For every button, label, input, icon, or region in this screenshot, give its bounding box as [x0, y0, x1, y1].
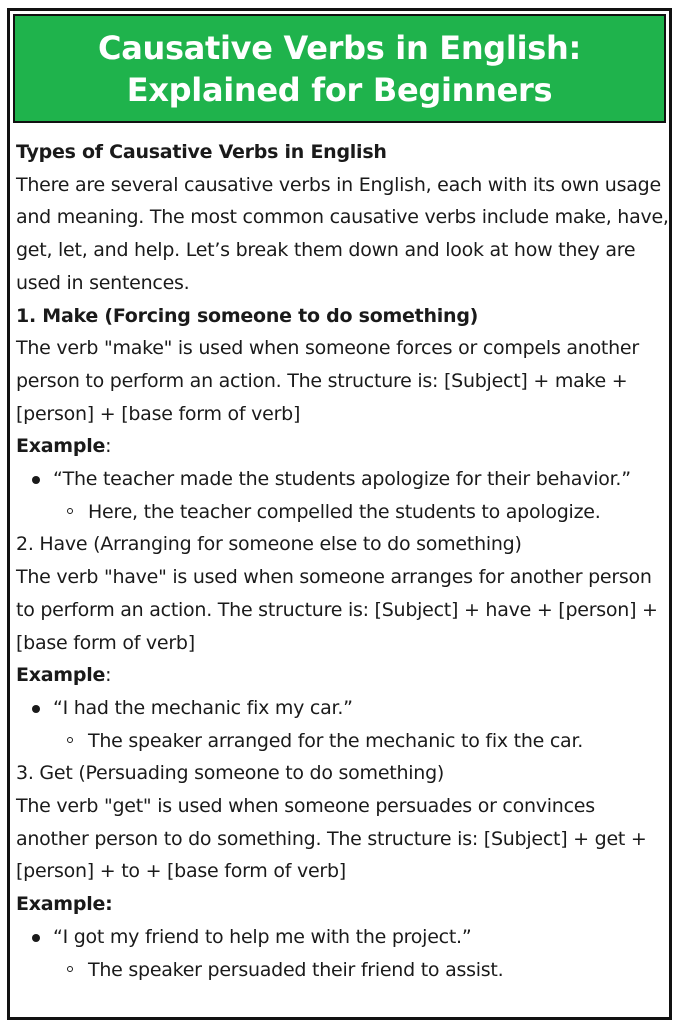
- example-sentence-text: “The teacher made the students apologize for their behavior.”: [53, 468, 631, 491]
- example-explanation: The speaker persuaded their friend to assist.: [53, 954, 669, 987]
- section-have-example-list: [16, 692, 669, 757]
- example-label-colon: :: [105, 435, 112, 458]
- example-explanation-list: [53, 496, 669, 529]
- example-label: Example: [16, 664, 106, 687]
- example-label-colon: :: [105, 664, 112, 687]
- example-label: Example:: [16, 893, 113, 916]
- section-get-description: The verb "get" is used when someone persuades or convinces another person to do something. The structure is: [Subject] + get + [person] + to + [base form of verb]: [16, 795, 647, 883]
- section-get-heading: 3. Get (Persuading someone to do something): [16, 762, 445, 785]
- section-make-description: The verb "make" is used when someone forces or compels another person to perform an action. The structure is: [Subject] + make + [person] + [base form of verb]: [16, 337, 639, 425]
- example-label: Example: [16, 435, 106, 458]
- intro-paragraph: There are several causative verbs in English, each with its own usage and meaning. The most common causative verbs include make, have, get, let, and help. Let’s break them down and look at how they are used in sentences.: [16, 173, 669, 294]
- article-content: [10, 123, 669, 986]
- title-line-1: Causative Verbs in English:: [98, 28, 581, 67]
- section-make-heading: 1. Make (Forcing someone to do something): [16, 304, 479, 327]
- section-get-example-label: [16, 888, 669, 921]
- example-explanation: Here, the teacher compelled the students to apologize.: [53, 496, 669, 529]
- article-frame: [7, 8, 672, 1020]
- example-sentence: [16, 921, 669, 986]
- section-make-example-label: [16, 430, 669, 463]
- section-make-example-list: [16, 463, 669, 528]
- section-have-heading: 2. Have (Arranging for someone else to do something): [16, 533, 522, 556]
- example-explanation: The speaker arranged for the mechanic to fix the car.: [53, 725, 669, 758]
- section-have-description: The verb "have" is used when someone arranges for another person to perform an action. The structure is: [Subject] + have + [person] + [base form of verb]: [16, 566, 658, 654]
- section-have-example-label: [16, 659, 669, 692]
- example-explanation-list: [53, 954, 669, 987]
- title-line-2: Explained for Beginners: [126, 70, 553, 109]
- example-sentence: [16, 463, 669, 528]
- example-sentence-text: “I had the mechanic fix my car.”: [53, 696, 353, 719]
- example-sentence: [16, 692, 669, 757]
- example-explanation-list: [53, 725, 669, 758]
- section-get-example-list: [16, 921, 669, 986]
- title-banner: [13, 14, 666, 123]
- example-sentence-text: “I got my friend to help me with the project.”: [53, 925, 472, 948]
- intro-heading: Types of Causative Verbs in English: [16, 141, 387, 163]
